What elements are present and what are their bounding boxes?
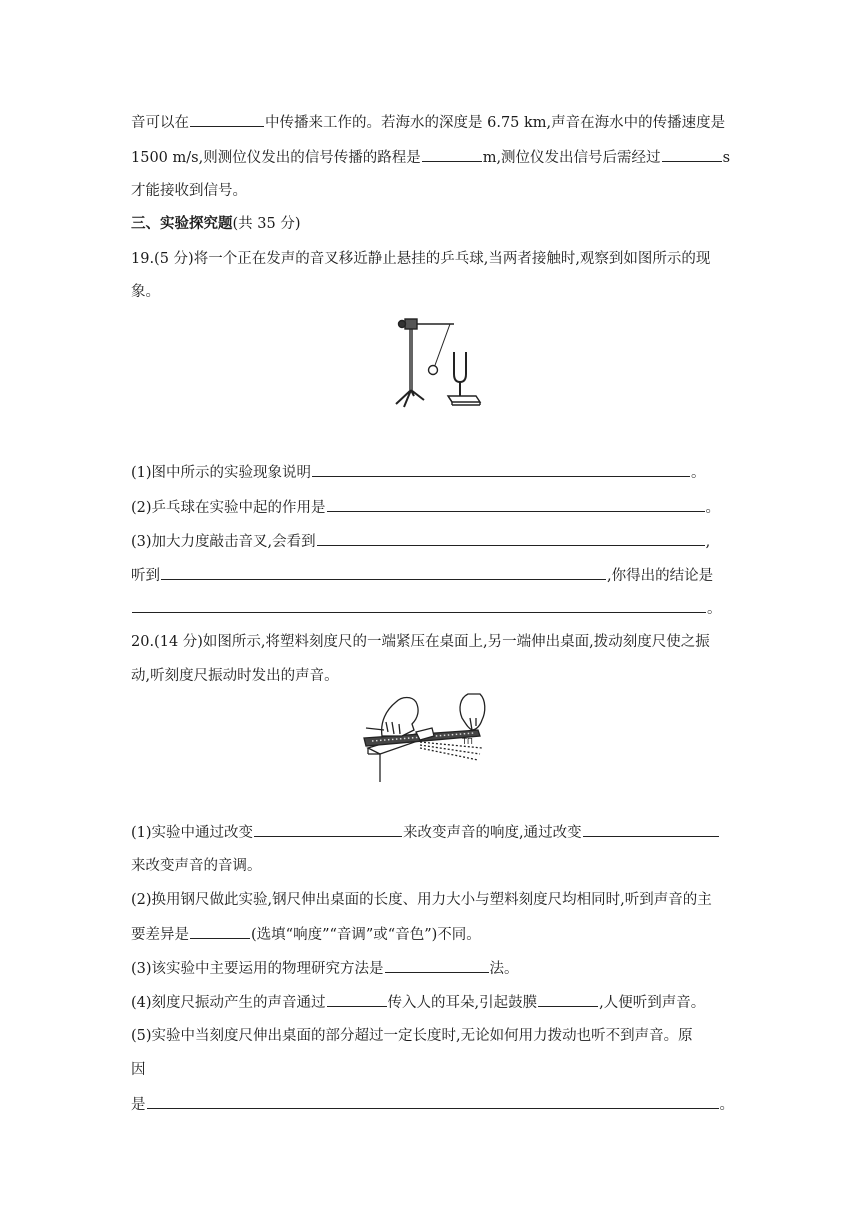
q19-part-text: (3)加大力度敲击音叉,会看到	[131, 534, 316, 550]
q19-part-1	[131, 462, 706, 483]
answer-blank[interactable]	[422, 147, 482, 162]
answer-blank[interactable]	[327, 992, 387, 1007]
q20-part-3	[131, 958, 519, 979]
q19-part-3b	[131, 565, 713, 586]
q20-part-text: 来改变声音的响度,通过改变	[403, 825, 582, 841]
q18-line-3	[131, 181, 247, 201]
q19-part-2	[131, 497, 720, 518]
answer-blank[interactable]	[190, 924, 250, 939]
q20-stem-text: 动,听刻度尺振动时发出的声音。	[131, 668, 339, 684]
q20-part-text: (2)换用钢尺做此实验,钢尺伸出桌面的长度、用力大小与塑料刻度尺均相同时,听到声音的主	[131, 892, 712, 908]
q19-stem-text: 19.(5 分)将一个正在发声的音叉移近静止悬挂的乒乓球,当两者接触时,观察到如图所示的现	[131, 251, 711, 267]
q19-punct: 。	[691, 465, 706, 481]
q20-stem-1	[131, 632, 710, 652]
q20-part-text: (3)该实验中主要运用的物理研究方法是	[131, 961, 384, 977]
q18-text: 音可以在	[131, 115, 189, 131]
answer-blank[interactable]	[385, 958, 489, 973]
q20-stem-text: 20.(14 分)如图所示,将塑料刻度尺的一端紧压在桌面上,另一端伸出桌面,拨动刻度尺使之振	[131, 634, 710, 650]
answer-blank[interactable]	[312, 462, 690, 477]
q20-part-5a	[131, 1026, 693, 1046]
q18-text: s	[722, 150, 731, 166]
q18-text: 中传播来工作的。若海水的深度是 6.75 km,声音在海水中的传播速度是	[265, 115, 726, 131]
answer-blank[interactable]	[317, 531, 705, 546]
q18-line-2	[131, 147, 730, 168]
clamp-body	[405, 319, 417, 329]
q19-part-text: (2)乒乓球在实验中起的作用是	[131, 500, 326, 516]
q19-punct: 。	[707, 601, 722, 617]
q20-part-1b	[131, 856, 262, 876]
q20-part-text: (5)实验中当刻度尺伸出桌面的部分超过一定长度时,无论如何用力拨动也听不到声音。原	[131, 1028, 693, 1044]
clamp-knob	[399, 321, 406, 328]
q19-stem-text: 象。	[131, 284, 160, 300]
answer-blank[interactable]	[538, 992, 598, 1007]
q18-text: 1500 m/s,则测位仪发出的信号传播的路程是	[131, 150, 421, 166]
tuning-fork-figure	[392, 312, 498, 412]
q19-stem-2	[131, 282, 160, 302]
q20-part-text: ,人便听到声音。	[599, 995, 706, 1011]
ruler-vibration-figure	[362, 692, 500, 784]
answer-blank[interactable]	[662, 147, 722, 162]
answer-blank[interactable]	[132, 598, 706, 613]
q19-punct: 。	[705, 500, 721, 516]
svg-text:TΠ: TΠ	[462, 737, 473, 746]
section-heading	[131, 214, 300, 234]
q20-part-text: (1)实验中通过改变	[131, 825, 254, 841]
q20-punct: 。	[719, 1097, 734, 1113]
q20-part-2b	[131, 924, 481, 945]
q20-part-text: (选填“响度”“音调”或“音色”)不同。	[251, 927, 481, 943]
q20-part-text: 传入人的耳朵,引起鼓膜	[387, 995, 538, 1011]
q18-line-1	[131, 112, 725, 133]
answer-blank[interactable]	[327, 497, 705, 512]
answer-blank[interactable]	[254, 822, 402, 837]
q20-part-text: 是	[131, 1097, 146, 1113]
answer-blank[interactable]	[147, 1094, 719, 1109]
q19-punct: ,	[705, 534, 711, 550]
q20-part-text: (4)刻度尺振动产生的声音通过	[131, 995, 326, 1011]
q20-part-4	[131, 992, 705, 1013]
q19-part-text: ,你得出的结论是	[607, 568, 714, 584]
q20-part-text: 来改变声音的音调。	[131, 858, 262, 874]
q20-part-5c	[131, 1094, 734, 1115]
q19-stem-1	[131, 249, 710, 269]
q20-part-1a	[131, 822, 720, 843]
q20-part-text: 要差异是	[131, 927, 189, 943]
q19-part-text: 听到	[131, 568, 160, 584]
q19-part-text: (1)图中所示的实验现象说明	[131, 465, 312, 481]
q20-part-5b	[131, 1060, 146, 1080]
q20-part-2a	[131, 890, 712, 910]
section-score: (共 35 分)	[232, 216, 301, 232]
q20-part-text: 因	[131, 1062, 146, 1078]
q20-stem-2	[131, 666, 339, 686]
answer-blank[interactable]	[190, 112, 264, 127]
q18-text: 才能接收到信号。	[131, 183, 247, 199]
section-title: 三、实验探究题	[131, 215, 233, 232]
q19-part-3a	[131, 531, 710, 552]
q20-part-text: 法。	[489, 961, 519, 977]
answer-blank[interactable]	[161, 565, 606, 580]
q19-part-3c	[131, 598, 722, 619]
q18-text: m,测位仪发出信号后需经过	[482, 150, 661, 166]
answer-blank[interactable]	[583, 822, 719, 837]
